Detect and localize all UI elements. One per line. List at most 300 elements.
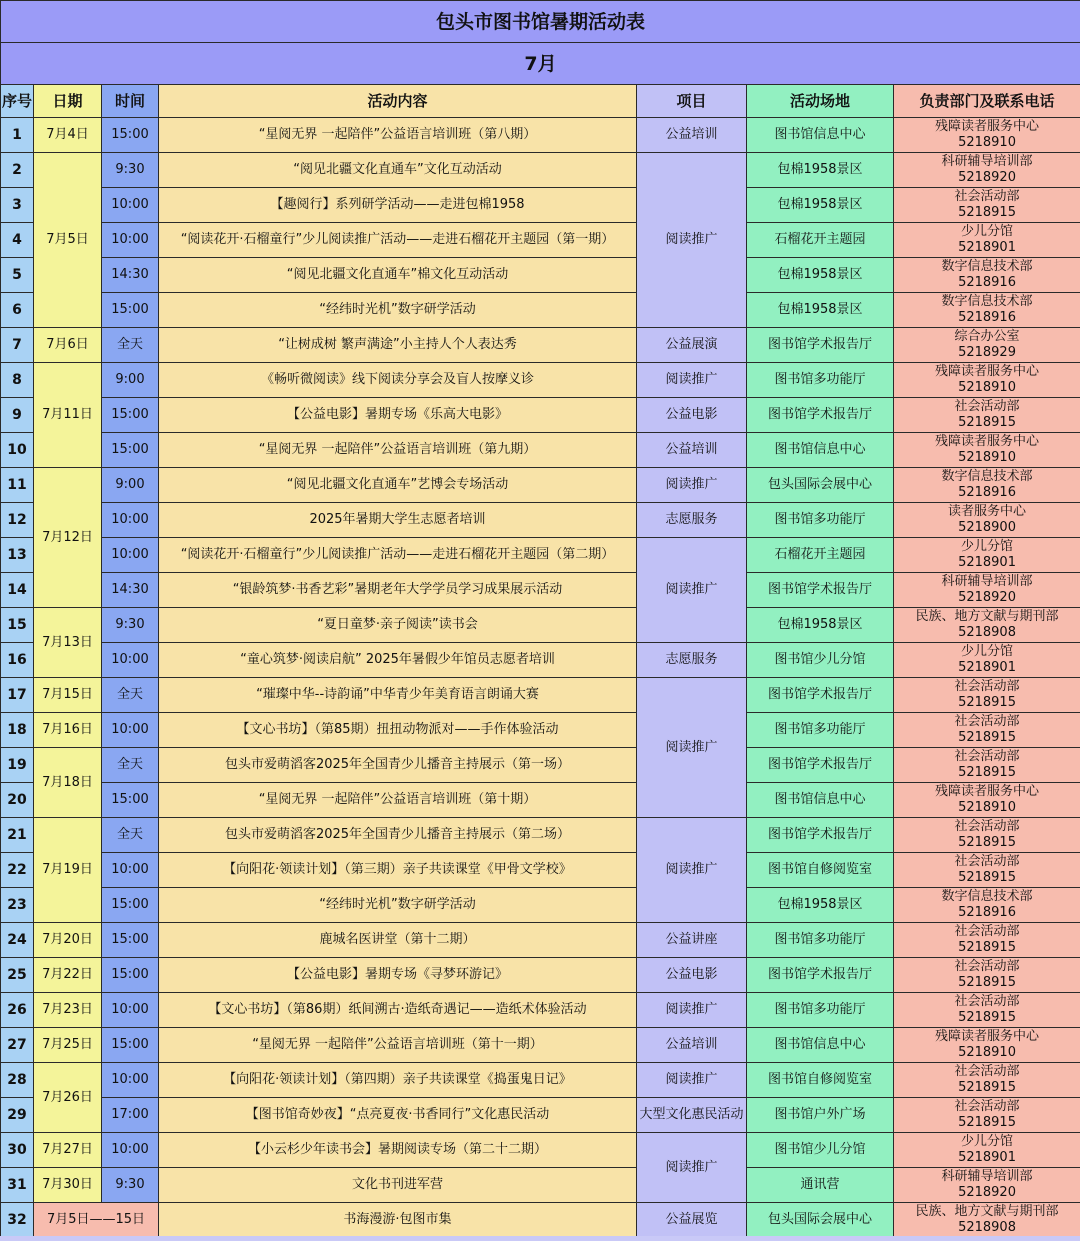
- table-row: [1, 328, 1080, 363]
- row-time: 全天: [102, 678, 159, 713]
- row-venue: 图书馆学术报告厅: [747, 328, 894, 363]
- row-time: 10:00: [102, 538, 159, 573]
- table-row: [1, 1028, 1080, 1063]
- row-dept-phone: [894, 1168, 1080, 1203]
- row-phone: 5218908: [958, 1220, 1016, 1235]
- row-seq: 19: [1, 748, 34, 783]
- table-row: [1, 853, 1080, 888]
- row-time: 14:30: [102, 573, 159, 608]
- row-type: 大型文化惠民活动: [637, 1098, 747, 1133]
- row-dept-phone: [894, 888, 1080, 923]
- row-dept-phone: [894, 118, 1080, 153]
- row-dept: 残障读者服务中心: [935, 1029, 1040, 1044]
- row-type: 阅读推广: [637, 818, 747, 923]
- row-date: 7月25日: [34, 1028, 102, 1063]
- row-date: 7月22日: [34, 958, 102, 993]
- row-dept-phone: [894, 258, 1080, 293]
- row-dept: 残障读者服务中心: [935, 434, 1040, 449]
- row-seq: 22: [1, 853, 34, 888]
- row-dept: 民族、地方文献与期刊部: [915, 1204, 1059, 1219]
- row-date: 7月18日: [34, 748, 102, 818]
- row-activity: “阅见北疆文化直通车”文化互动活动: [159, 153, 637, 188]
- table-row: [1, 188, 1080, 223]
- row-activity: 【向阳花·领读计划】（第四期）亲子共读课堂《捣蛋鬼日记》: [159, 1063, 637, 1098]
- row-phone: 5218916: [958, 310, 1016, 325]
- row-venue: 通讯营: [747, 1168, 894, 1203]
- table-row: [1, 678, 1080, 713]
- row-dept-phone: [894, 748, 1080, 783]
- row-date: 7月15日: [34, 678, 102, 713]
- row-type: 阅读推广: [637, 363, 747, 398]
- row-phone: 5218910: [958, 1045, 1016, 1060]
- row-activity: 书海漫游·包图市集: [159, 1203, 637, 1238]
- row-venue: 图书馆学术报告厅: [747, 678, 894, 713]
- row-phone: 5218901: [958, 1150, 1016, 1165]
- row-dept: 社会活动部: [954, 854, 1020, 869]
- row-date: 7月13日: [34, 608, 102, 678]
- table-row: [1, 783, 1080, 818]
- row-phone: 5218910: [958, 135, 1016, 150]
- row-time: 15:00: [102, 398, 159, 433]
- row-type: 公益培训: [637, 433, 747, 468]
- row-seq: 1: [1, 118, 34, 153]
- row-venue: 包棉1958景区: [747, 188, 894, 223]
- row-activity: “阅见北疆文化直通车”艺博会专场活动: [159, 468, 637, 503]
- row-dept-phone: [894, 643, 1080, 678]
- row-phone: 5218915: [958, 870, 1016, 885]
- row-time: 10:00: [102, 643, 159, 678]
- row-time: 10:00: [102, 993, 159, 1028]
- table-row: [1, 1063, 1080, 1098]
- row-venue: 图书馆自修阅览室: [747, 1063, 894, 1098]
- table-row: [1, 398, 1080, 433]
- row-dept: 少儿分馆: [961, 1134, 1014, 1149]
- header-date: 日期: [34, 85, 102, 118]
- row-type: 公益电影: [637, 958, 747, 993]
- row-venue: 包棉1958景区: [747, 258, 894, 293]
- row-date: 7月12日: [34, 468, 102, 608]
- month-heading: 7月: [1, 43, 1080, 85]
- row-dept-phone: [894, 468, 1080, 503]
- row-time: 10:00: [102, 853, 159, 888]
- row-time: 15:00: [102, 783, 159, 818]
- row-phone: 5218915: [958, 695, 1016, 710]
- table-row: [1, 573, 1080, 608]
- row-dept: 社会活动部: [954, 189, 1020, 204]
- row-seq: 31: [1, 1168, 34, 1203]
- row-dept: 社会活动部: [954, 679, 1020, 694]
- table-row: [1, 993, 1080, 1028]
- row-date: 7月26日: [34, 1063, 102, 1133]
- row-activity: “星阅无界 一起陪伴”公益语言培训班（第十一期）: [159, 1028, 637, 1063]
- table-body: [1, 118, 1080, 1238]
- row-dept-phone: [894, 293, 1080, 328]
- row-activity: “银龄筑梦·书香艺彩”暑期老年大学学员学习成果展示活动: [159, 573, 637, 608]
- row-date: 7月4日: [34, 118, 102, 153]
- row-type: 志愿服务: [637, 503, 747, 538]
- row-dept: 少儿分馆: [961, 539, 1014, 554]
- row-type: 阅读推广: [637, 678, 747, 818]
- row-time: 全天: [102, 328, 159, 363]
- row-dept-phone: [894, 328, 1080, 363]
- row-venue: 图书馆多功能厅: [747, 363, 894, 398]
- row-time: 9:30: [102, 1168, 159, 1203]
- row-time: 10:00: [102, 188, 159, 223]
- row-dept-phone: [894, 538, 1080, 573]
- row-dept: 科研辅导培训部: [941, 574, 1033, 589]
- row-venue: 图书馆学术报告厅: [747, 398, 894, 433]
- row-type: 志愿服务: [637, 643, 747, 678]
- table-row: [1, 1168, 1080, 1203]
- row-dept: 科研辅导培训部: [941, 1169, 1033, 1184]
- row-type: 公益培训: [637, 1028, 747, 1063]
- row-time: 15:00: [102, 888, 159, 923]
- row-seq: 12: [1, 503, 34, 538]
- row-dept: 科研辅导培训部: [941, 154, 1033, 169]
- header-activity: 活动内容: [159, 85, 637, 118]
- row-dept-phone: [894, 363, 1080, 398]
- row-phone: 5218900: [958, 520, 1016, 535]
- row-venue: 图书馆学术报告厅: [747, 958, 894, 993]
- row-activity: “阅读花开·石榴童行”少儿阅读推广活动——走进石榴花开主题园（第一期）: [159, 223, 637, 258]
- row-venue: 石榴花开主题园: [747, 223, 894, 258]
- row-time: 全天: [102, 748, 159, 783]
- row-phone: 5218915: [958, 730, 1016, 745]
- row-date: 7月23日: [34, 993, 102, 1028]
- row-dept-phone: [894, 188, 1080, 223]
- row-phone: 5218901: [958, 240, 1016, 255]
- row-time: 14:30: [102, 258, 159, 293]
- row-seq: 16: [1, 643, 34, 678]
- row-phone: 5218920: [958, 590, 1016, 605]
- row-dept: 社会活动部: [954, 959, 1020, 974]
- row-dept-phone: [894, 713, 1080, 748]
- table-row: [1, 258, 1080, 293]
- row-dept: 社会活动部: [954, 714, 1020, 729]
- row-dept: 读者服务中心: [948, 504, 1027, 519]
- row-phone: 5218916: [958, 485, 1016, 500]
- row-date: 7月16日: [34, 713, 102, 748]
- row-phone: 5218915: [958, 1080, 1016, 1095]
- row-phone: 5218901: [958, 555, 1016, 570]
- header-seq: 序号: [1, 85, 34, 118]
- row-phone: 5218908: [958, 625, 1016, 640]
- row-activity: 包头市爱萌滔客2025年全国青少儿播音主持展示（第二场）: [159, 818, 637, 853]
- row-dept: 数字信息技术部: [941, 889, 1033, 904]
- row-seq: 29: [1, 1098, 34, 1133]
- row-phone: 5218910: [958, 800, 1016, 815]
- row-activity: “星阅无界 一起陪伴”公益语言培训班（第九期）: [159, 433, 637, 468]
- table-row: [1, 1098, 1080, 1133]
- row-phone: 5218915: [958, 415, 1016, 430]
- row-activity: “星阅无界 一起陪伴”公益语言培训班（第十期）: [159, 783, 637, 818]
- row-activity: “阅见北疆文化直通车”棉文化互动活动: [159, 258, 637, 293]
- row-seq: 6: [1, 293, 34, 328]
- table-title: 包头市图书馆暑期活动表: [1, 1, 1080, 43]
- row-phone: 5218901: [958, 660, 1016, 675]
- table-row: [1, 118, 1080, 153]
- row-activity: 包头市爱萌滔客2025年全国青少儿播音主持展示（第一场）: [159, 748, 637, 783]
- row-dept-phone: [894, 1028, 1080, 1063]
- row-dept: 社会活动部: [954, 749, 1020, 764]
- row-phone: 5218916: [958, 905, 1016, 920]
- table-row: [1, 958, 1080, 993]
- row-activity: 【向阳花·领读计划】（第三期）亲子共读课堂《甲骨文学校》: [159, 853, 637, 888]
- row-activity: “璀璨中华--诗韵诵”中华青少年美育语言朗诵大赛: [159, 678, 637, 713]
- row-time: 9:30: [102, 153, 159, 188]
- row-seq: 18: [1, 713, 34, 748]
- row-venue: 图书馆信息中心: [747, 1028, 894, 1063]
- row-time: 17:00: [102, 1098, 159, 1133]
- row-seq: 15: [1, 608, 34, 643]
- row-time: 15:00: [102, 1028, 159, 1063]
- row-dept: 社会活动部: [954, 1064, 1020, 1079]
- row-phone: 5218915: [958, 1115, 1016, 1130]
- row-dept: 数字信息技术部: [941, 469, 1033, 484]
- table-row: [1, 923, 1080, 958]
- row-seq: 21: [1, 818, 34, 853]
- row-activity: “经纬时光机”数字研学活动: [159, 293, 637, 328]
- row-venue: 图书馆多功能厅: [747, 503, 894, 538]
- row-time: 10:00: [102, 1133, 159, 1168]
- row-date: 7月27日: [34, 1133, 102, 1168]
- row-seq: 27: [1, 1028, 34, 1063]
- row-activity: 【文心书坊】（第85期）扭扭动物派对——手作体验活动: [159, 713, 637, 748]
- row-dept: 残障读者服务中心: [935, 364, 1040, 379]
- row-activity: “让树成树 繁声满途”小主持人个人表达秀: [159, 328, 637, 363]
- table-row: [1, 1133, 1080, 1168]
- row-venue: 石榴花开主题园: [747, 538, 894, 573]
- row-venue: 图书馆多功能厅: [747, 923, 894, 958]
- row-date: 7月19日: [34, 818, 102, 923]
- row-dept: 数字信息技术部: [941, 259, 1033, 274]
- row-dept: 残障读者服务中心: [935, 784, 1040, 799]
- row-venue: 图书馆信息中心: [747, 433, 894, 468]
- row-dept-phone: [894, 783, 1080, 818]
- row-dept-phone: [894, 1203, 1080, 1238]
- row-dept-phone: [894, 1133, 1080, 1168]
- row-seq: 26: [1, 993, 34, 1028]
- row-venue: 图书馆学术报告厅: [747, 818, 894, 853]
- row-phone: 5218920: [958, 170, 1016, 185]
- row-time: 10:00: [102, 223, 159, 258]
- row-venue: 图书馆信息中心: [747, 118, 894, 153]
- row-venue: 图书馆多功能厅: [747, 713, 894, 748]
- row-dept-phone: [894, 433, 1080, 468]
- row-dept-phone: [894, 1063, 1080, 1098]
- row-dept: 社会活动部: [954, 819, 1020, 834]
- row-seq: 25: [1, 958, 34, 993]
- row-phone: 5218915: [958, 975, 1016, 990]
- row-activity: 【公益电影】暑期专场《乐高大电影》: [159, 398, 637, 433]
- row-dept: 少儿分馆: [961, 224, 1014, 239]
- row-venue: 包棉1958景区: [747, 888, 894, 923]
- row-venue: 图书馆学术报告厅: [747, 573, 894, 608]
- table-row: [1, 888, 1080, 923]
- row-seq: 17: [1, 678, 34, 713]
- row-seq: 24: [1, 923, 34, 958]
- row-dept-phone: [894, 573, 1080, 608]
- row-seq: 20: [1, 783, 34, 818]
- row-seq: 13: [1, 538, 34, 573]
- row-time: 15:00: [102, 293, 159, 328]
- row-dept-phone: [894, 818, 1080, 853]
- row-dept: 社会活动部: [954, 924, 1020, 939]
- row-time: 15:00: [102, 923, 159, 958]
- table-row: [1, 713, 1080, 748]
- row-date: 7月6日: [34, 328, 102, 363]
- row-type: 阅读推广: [637, 153, 747, 328]
- table-row: [1, 468, 1080, 503]
- row-activity: 鹿城名医讲堂（第十二期）: [159, 923, 637, 958]
- table-row: [1, 293, 1080, 328]
- row-venue: 图书馆少儿分馆: [747, 643, 894, 678]
- table-row: [1, 608, 1080, 643]
- row-time: 15:00: [102, 118, 159, 153]
- row-phone: 5218910: [958, 450, 1016, 465]
- row-dept: 数字信息技术部: [941, 294, 1033, 309]
- row-date: 7月30日: [34, 1168, 102, 1203]
- row-type: 公益讲座: [637, 923, 747, 958]
- row-seq: 14: [1, 573, 34, 608]
- row-phone: 5218915: [958, 835, 1016, 850]
- row-activity: 文化书刊进军营: [159, 1168, 637, 1203]
- row-seq: 10: [1, 433, 34, 468]
- bottom-strip: [0, 1236, 1080, 1241]
- row-venue: 包棉1958景区: [747, 153, 894, 188]
- table-row: [1, 153, 1080, 188]
- row-seq: 4: [1, 223, 34, 258]
- row-activity: “童心筑梦·阅读启航” 2025年暑假少年馆员志愿者培训: [159, 643, 637, 678]
- row-dept-phone: [894, 398, 1080, 433]
- row-activity: “经纬时光机”数字研学活动: [159, 888, 637, 923]
- row-dept-phone: [894, 678, 1080, 713]
- row-time: 15:00: [102, 958, 159, 993]
- row-phone: 5218920: [958, 1185, 1016, 1200]
- row-seq: 28: [1, 1063, 34, 1098]
- row-seq: 30: [1, 1133, 34, 1168]
- row-activity: 2025年暑期大学生志愿者培训: [159, 503, 637, 538]
- row-seq: 32: [1, 1203, 34, 1238]
- row-dept-phone: [894, 958, 1080, 993]
- row-time: 10:00: [102, 713, 159, 748]
- row-phone: 5218915: [958, 205, 1016, 220]
- row-dept-phone: [894, 1098, 1080, 1133]
- row-activity: “阅读花开·石榴童行”少儿阅读推广活动——走进石榴花开主题园（第二期）: [159, 538, 637, 573]
- row-venue: 图书馆信息中心: [747, 783, 894, 818]
- row-dept-phone: [894, 503, 1080, 538]
- row-dept-phone: [894, 923, 1080, 958]
- row-venue: 图书馆多功能厅: [747, 993, 894, 1028]
- row-seq: 11: [1, 468, 34, 503]
- row-dept: 少儿分馆: [961, 644, 1014, 659]
- row-type: 阅读推广: [637, 538, 747, 643]
- row-seq: 23: [1, 888, 34, 923]
- row-type: 阅读推广: [637, 993, 747, 1028]
- row-venue: 包棉1958景区: [747, 293, 894, 328]
- table-row: [1, 223, 1080, 258]
- row-dept: 民族、地方文献与期刊部: [915, 609, 1059, 624]
- row-type: 阅读推广: [637, 468, 747, 503]
- row-activity: 【文心书坊】（第86期）纸间溯古·造纸奇遇记——造纸术体验活动: [159, 993, 637, 1028]
- row-type: 公益电影: [637, 398, 747, 433]
- row-date: 7月5日: [34, 153, 102, 328]
- row-activity: 【趣阅行】系列研学活动——走进包棉1958: [159, 188, 637, 223]
- header-type: 项目: [637, 85, 747, 118]
- row-date: 7月20日: [34, 923, 102, 958]
- row-type: 公益培训: [637, 118, 747, 153]
- row-venue: 图书馆自修阅览室: [747, 853, 894, 888]
- row-venue: 包头国际会展中心: [747, 468, 894, 503]
- row-seq: 9: [1, 398, 34, 433]
- table-row: [1, 433, 1080, 468]
- row-phone: 5218929: [958, 345, 1016, 360]
- row-seq: 2: [1, 153, 34, 188]
- header-venue: 活动场地: [747, 85, 894, 118]
- table-row: [1, 503, 1080, 538]
- row-venue: 包棉1958景区: [747, 608, 894, 643]
- row-type: 阅读推广: [637, 1063, 747, 1098]
- row-time: 9:00: [102, 468, 159, 503]
- row-dept-phone: [894, 993, 1080, 1028]
- row-date: 7月5日——15日: [34, 1203, 159, 1238]
- table-row: [1, 748, 1080, 783]
- row-venue: 图书馆学术报告厅: [747, 748, 894, 783]
- row-seq: 8: [1, 363, 34, 398]
- row-time: 9:30: [102, 608, 159, 643]
- row-type: 公益展演: [637, 328, 747, 363]
- row-dept: 残障读者服务中心: [935, 119, 1040, 134]
- row-dept: 社会活动部: [954, 399, 1020, 414]
- row-time: 10:00: [102, 503, 159, 538]
- row-phone: 5218915: [958, 940, 1016, 955]
- row-venue: 图书馆户外广场: [747, 1098, 894, 1133]
- row-dept-phone: [894, 223, 1080, 258]
- table-row: [1, 363, 1080, 398]
- row-dept: 社会活动部: [954, 1099, 1020, 1114]
- table-row: [1, 818, 1080, 853]
- row-phone: 5218915: [958, 765, 1016, 780]
- row-activity: 【图书馆奇妙夜】“点亮夏夜·书香同行”文化惠民活动: [159, 1098, 637, 1133]
- row-venue: 包头国际会展中心: [747, 1203, 894, 1238]
- row-time: 10:00: [102, 1063, 159, 1098]
- row-phone: 5218915: [958, 1010, 1016, 1025]
- row-time: 全天: [102, 818, 159, 853]
- row-phone: 5218916: [958, 275, 1016, 290]
- row-type: 阅读推广: [637, 1133, 747, 1203]
- row-dept-phone: [894, 608, 1080, 643]
- row-venue: 图书馆少儿分馆: [747, 1133, 894, 1168]
- header-dept: 负责部门及联系电话: [894, 85, 1080, 118]
- table-row: [1, 538, 1080, 573]
- row-phone: 5218910: [958, 380, 1016, 395]
- row-date: 7月11日: [34, 363, 102, 468]
- row-activity: 【公益电影】暑期专场《寻梦环游记》: [159, 958, 637, 993]
- row-time: 9:00: [102, 363, 159, 398]
- row-dept-phone: [894, 153, 1080, 188]
- table-row: [1, 1203, 1080, 1238]
- header-time: 时间: [102, 85, 159, 118]
- row-dept: 综合办公室: [954, 329, 1020, 344]
- row-seq: 7: [1, 328, 34, 363]
- row-time: 15:00: [102, 433, 159, 468]
- row-activity: “星阅无界 一起陪伴”公益语言培训班（第八期）: [159, 118, 637, 153]
- row-dept: 社会活动部: [954, 994, 1020, 1009]
- row-activity: 【小云杉少年读书会】暑期阅读专场（第二十二期）: [159, 1133, 637, 1168]
- row-activity: “夏日童梦·亲子阅读”读书会: [159, 608, 637, 643]
- row-dept-phone: [894, 853, 1080, 888]
- table-row: [1, 643, 1080, 678]
